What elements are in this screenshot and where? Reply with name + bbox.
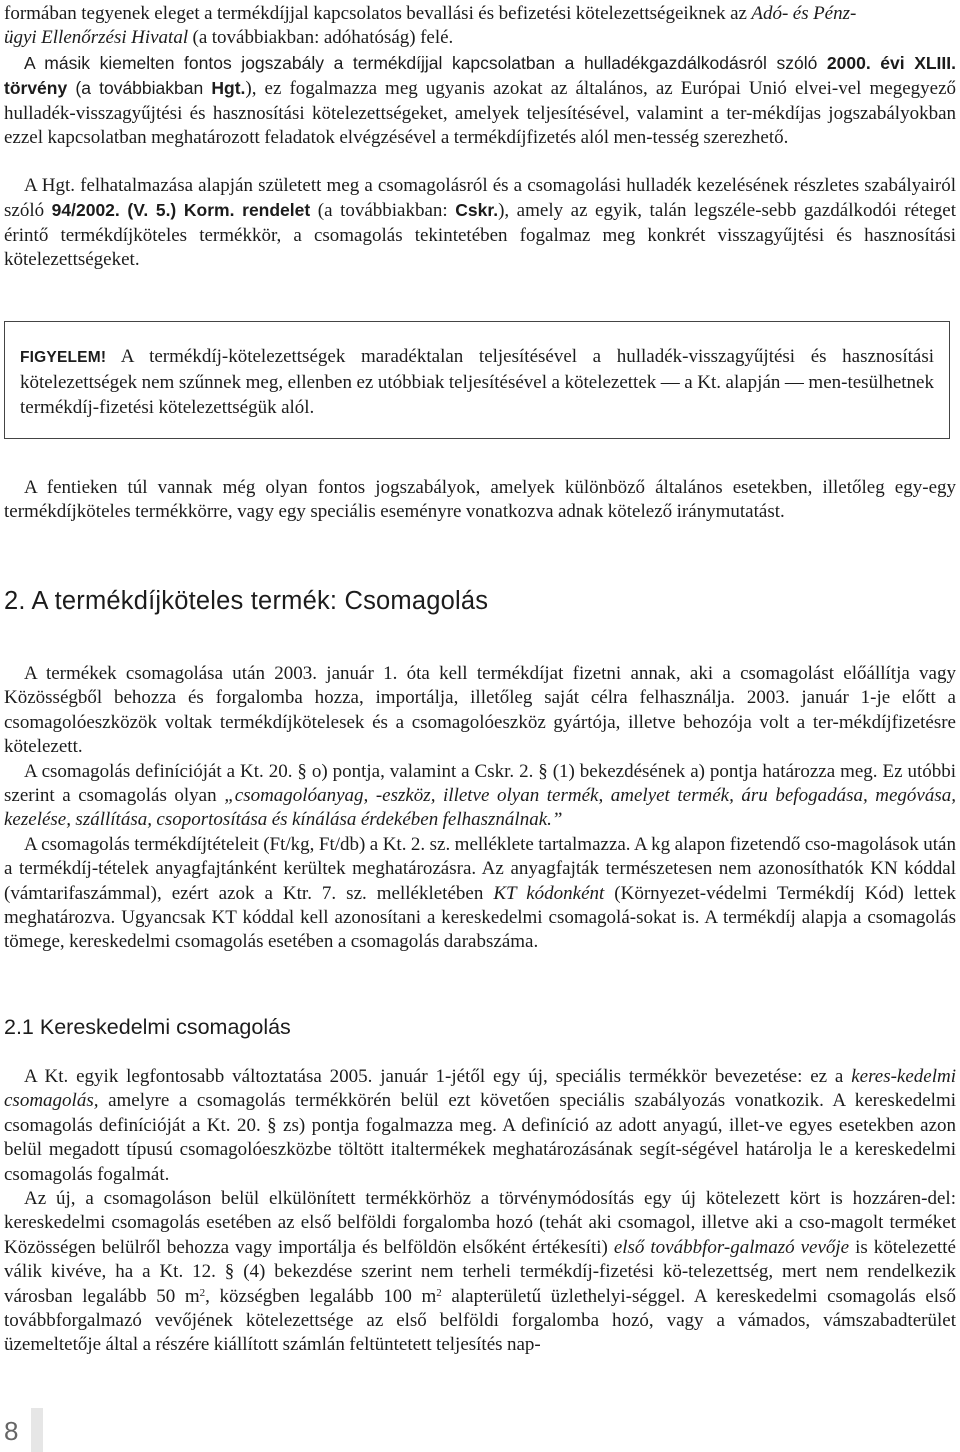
text: ), amely az egyik, talán legszéle-sebb gazdálkodói réteget érintő termékdíjköteles termékkör, a csomagolás tekintetében fogalmaz meg konkrét visszagyűjtési és hasznosítási kötelezettségeket. [4, 200, 956, 271]
notice-text: A termékdíj-kötelezettségek maradéktalan teljesítésével a hulladék-visszagyűjtési és hasznosítási kötelezettségek nem szűnnek meg, ellenben ez utóbbiak teljesítésével a kötelezettek — a Kt. alapján — men-tesülhetnek termékdíj-fizetési kötelezettségük alól. [20, 346, 934, 418]
kt-code-term: KT kódonként [493, 882, 605, 904]
authority-name-cont: ügyi Ellenőrzési Hivatal [4, 27, 189, 49]
text: (a továbbiakban: adóhatóság) felé. [188, 27, 454, 49]
law-reference: 2000. évi XLIII. törvény [4, 53, 957, 99]
paragraph: A csomagolás definícióját a Kt. 20. § o) pontja, valamint a Cskr. 2. § (1) bekezdésének a) pontja határozza meg. Ez utóbbi szerint a csomagolás olyan „csomagolóanyag, -eszköz, illetve olyan termék, amelyet termék, áru befogadása, megóvása, kezelése, szállítása, csoportosítása és kínálása érdekében felhasználnak.” [4, 760, 956, 831]
text: (a továbbiakban: [310, 200, 456, 222]
paragraph-other-laws: A fentieken túl vannak még olyan fontos jogszabályok, amelyek különböző általános esetekben, illetőleg egy-egy termékdíjköteles termékkörre, vagy egy speciális eseményre vonatkozva adnak kötelező iránymutatást. [4, 477, 956, 523]
subsection-heading: 2.1 Kereskedelmi csomagolás [4, 1015, 291, 1039]
term-commercial-packaging: keres-kedelmi csomagolás, [4, 1066, 956, 1112]
section-heading: 2. A termékdíjköteles termék: Csomagolás [4, 587, 489, 615]
text: A másik kiemelten fontos jogszabály a termékdíjjal kapcsolatban a hulladékgazdálkodásról szóló [24, 53, 827, 73]
page-number: 8 [4, 1416, 19, 1446]
text: formában tegyenek eleget a termékdíjjal kapcsolatos bevallási és befizetési kötelezettségeiknek az [4, 3, 752, 24]
section-2-1-body [4, 1065, 956, 1358]
paragraph: A Kt. egyik legfontosabb változtatása 2005. január 1-jétől egy új, speciális termékkör bevezetése: ez a keres-kedelmi csomagolás, amelyre a csomagolás termékkörén belül ezt követően speciális szabályozás vonatkozik. A kereskedelmi csomagolás definícióját a Kt. 20. § zs) pontja fogalmazza meg. A definíció az adott anyagú, illet-ve egyes esetekben azon belül megadott típusú csomagolóeszközbe töltött italtermékek meghatározásának segít-ségével határolja le a kereskedelmi csomagolás fogalmát. [4, 1066, 956, 1185]
paragraph-intro [4, 2, 956, 51]
notice-box [4, 321, 950, 439]
paragraph-hgt [4, 51, 956, 151]
paragraph: A csomagolás termékdíjtételeit (Ft/kg, Ft/db) a Kt. 2. sz. melléklete tartalmazza. A kg alapon fizetendő cso-magolások után a termékdíj-tételek anyagfajtánként kerültek meghatározásra. Az anyagfajták természetesen nem azonosíthatók KN kóddal (vámtarifaszámmal), ezért azok a Ktr. 7. sz. mellékletében KT kódonként (Környezet-védelmi Termékdíj Kód) lettek meghatározva. Ugyancsak KT kóddal kell azonosítani a kereskedelmi csomagolá-sokat is. A termékdíj alapja a csomagolás tömege, kereskedelmi csomagolás esetében a csomagolás darabszáma. [4, 833, 956, 953]
law-abbrev: Hgt. [211, 78, 246, 99]
definition-quote: „csomagolóanyag, -eszköz, illetve olyan termék, amelyet termék, áru befogadása, megóvása, kezelése, szállítása, csoportosítása és kínálása érdekében felhasználnak.” [4, 785, 956, 831]
paragraph-cskr [4, 174, 956, 273]
section-2-body [4, 662, 956, 955]
paragraph: A termékek csomagolása után 2003. január 1. óta kell termékdíjat fizetni annak, aki a csomagolást előállítja vagy Közösségből behozza és forgalomba hozza, importálja, illetőleg saját célra felhasználja. 2003. január 1-je előtt a csomagolóeszközök voltak termékdíjkötelesek és a csomagolóeszköz gyártója, illetve behozója volt a ter-mékdíjfizetésre kötelezett. [4, 663, 956, 758]
decree-abbrev: Cskr. [455, 200, 499, 221]
page-marker-bar [31, 1408, 43, 1452]
text: ), ez fogalmazza meg ugyanis azokat az általános, az Európai Unió elvei-vel megegyező hulladék-visszagyűjtési és hasznosítási kötelezettségeket, amelyek teljesítésével, valamint a ter-mékdíjas jogszabályokban ezzel kapcsolatban meghatározott feladatok elvégzésével a termékdíjfizetés alól men-tesség szerezhető. [4, 78, 957, 149]
decree-reference: 94/2002. (V. 5.) Korm. rendelet [51, 200, 311, 221]
text: (a továbbiakban [67, 78, 212, 99]
notice-label: FIGYELEM! [20, 349, 107, 366]
text: A Hgt. felhatalmazása alapján született meg a csomagolásról és a csomagolási hulladék kezelésének részletes szabályairól szóló [4, 175, 956, 222]
authority-name: Adó- és Pénz- [751, 3, 857, 24]
term-first-buyer: első továbbfor-galmazó vevője [613, 1236, 850, 1258]
paragraph: Az új, a csomagoláson belül elkülönített termékkörhöz a törvénymódosítás egy új kötelezett kört is hozzáren-del: kereskedelmi csomagolás esetében az első belföldi forgalomba hozó (tehát aki csomagol, illetve aki a cso-magolt terméket Közösségen belülről behozza vagy importálja és belföldön elsőként értékesíti) első továbbfor-galmazó vevője is kötelezetté válik kivéve, ha a Kt. 12. § (4) bekezdése szerint nem terheli termékdíj-fizetési kö-telezettség, mert nem rendelkezik városban legalább 50 $m^2$, községben legalább 100 $m^2$ alapterületű üzlethelyi-séggel. A kereskedelmi csomagolás első továbbforgalmazó vevőjének kötelezettsége az első belföldi forgalomba hozó, vagy a vámados, vámszabadterület üzemeltetője által a részére kiállított számlán feltüntetett teljesítés nap- [4, 1188, 956, 1356]
